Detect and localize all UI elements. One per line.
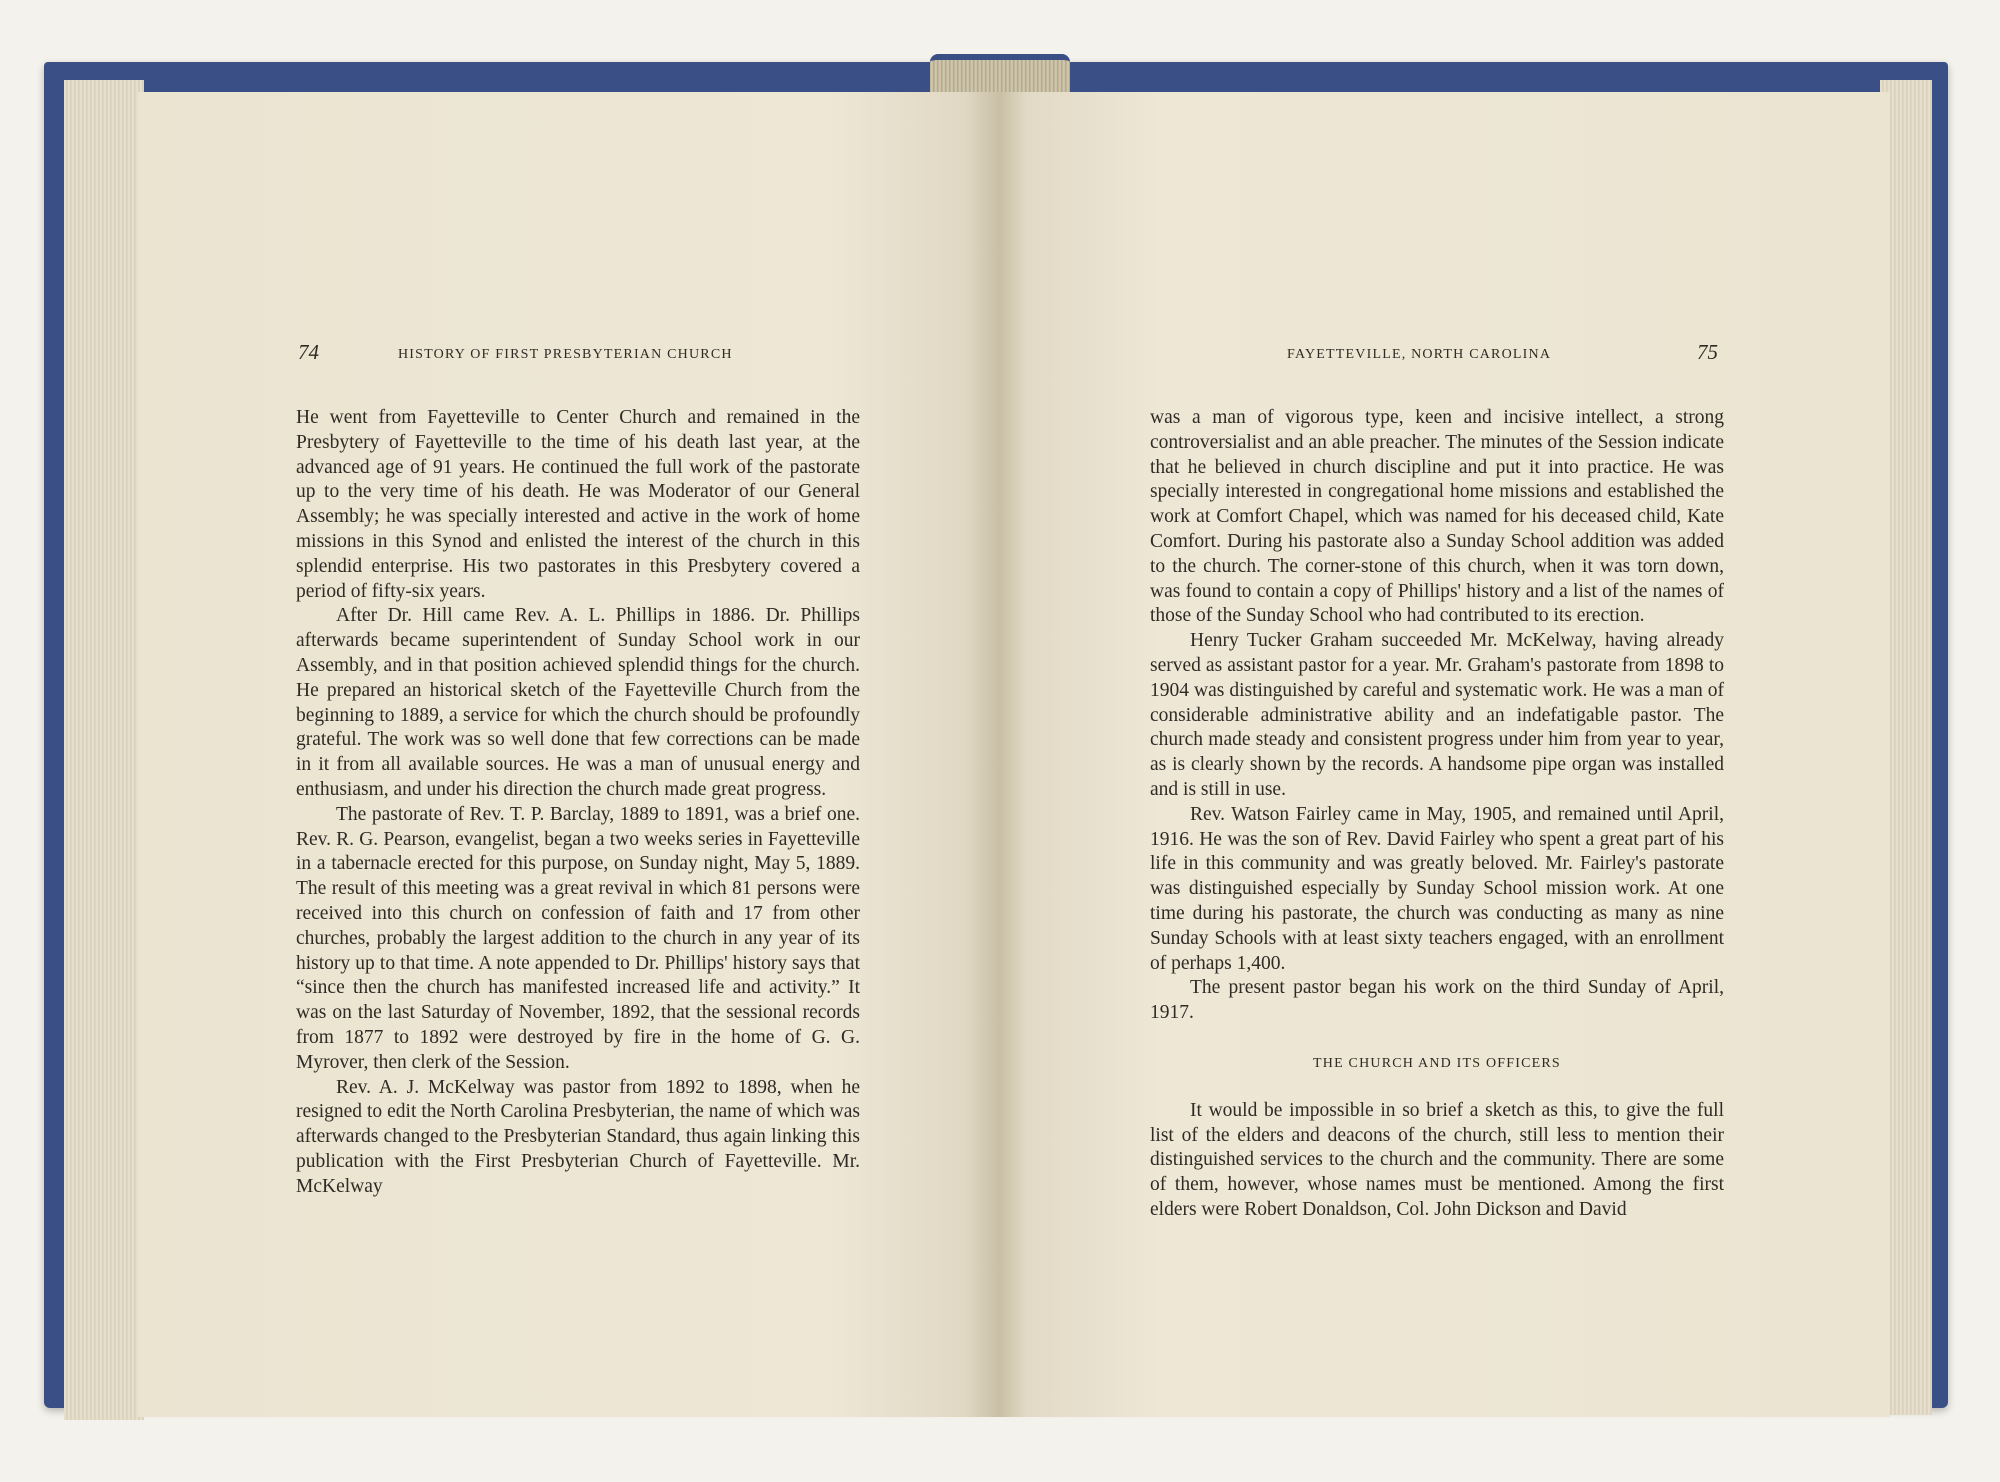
left-page-edges — [64, 80, 144, 1420]
right-paragraph: The present pastor began his work on the third Sunday of April, 1917. — [1150, 977, 1724, 1024]
right-paragraph: It would be impossible in so brief a sketch as this, to give the full list of the elders and deacons of the church, still less to mention their distinguished services to the church and the community. There are some of them, however, whose names must be mentioned. Among the first elders were Robert Donaldson, Col. John Dickson and David — [1150, 1099, 1724, 1220]
left-page-number: 74 — [298, 340, 319, 364]
right-paragraph: Henry Tucker Graham succeeded Mr. McKelway, having already served as assistant pastor for a year. Mr. Graham's pastorate from 1898 to 1904 was distinguished by careful and systematic work. He was a man of considerable administrative ability and an indefatigable pastor. The church made steady and consistent progress under him from year to year, as is clearly shown by the records. A handsome pipe organ was installed and is still in use. — [1150, 630, 1724, 800]
section-heading: THE CHURCH AND ITS OFFICERS — [1313, 1055, 1561, 1071]
right-page-body — [1150, 406, 1724, 1223]
left-paragraph: The pastorate of Rev. T. P. Barclay, 1889 to 1891, was a brief one. Rev. R. G. Pearson, evangelist, began a two weeks series in Fayetteville in a tabernacle erected for this purpose, on Sunday night, May 5, 1889. The result of this meeting was a great revival in which 81 persons were received into this church on confession of faith and 17 from other churches, probably the largest addition to the church in any year of its history up to that time. A note appended to Dr. Phillips' history says that “since then the church has manifested increased life and activity.” It was on the last Saturday of November, 1892, that the sessional records from 1877 to 1892 were destroyed by fire in the home of G. G. Myrover, then clerk of the Session. — [296, 803, 860, 1073]
left-page-body — [296, 406, 860, 1200]
right-paragraph: was a man of vigorous type, keen and incisive intellect, a strong controversialist and an able preacher. The minutes of the Session indicate that he believed in church discipline and put it into practice. He was specially interested in congregational home missions and established the work at Comfort Chapel, which was named for his deceased child, Kate Comfort. During his pastorate also a Sunday School addition was added to the church. The corner-stone of this church, when it was torn down, was found to contain a copy of Phillips' history and a list of the names of those of the Sunday School who had contributed to its erection. — [1150, 407, 1724, 627]
right-page-number: 75 — [1697, 340, 1718, 364]
right-running-head: FAYETTEVILLE, NORTH CAROLINA — [1287, 347, 1552, 362]
right-page — [1000, 92, 1890, 1417]
left-paragraph: After Dr. Hill came Rev. A. L. Phillips in 1886. Dr. Phillips afterwards became superintendent of Sunday School work in our Assembly, and in that position achieved splendid things for the church. He prepared an historical sketch of the Fayetteville Church from the beginning to 1889, a service for which the church should be profoundly grateful. The work was so well done that few corrections can be made in it from all available sources. He was a man of unusual energy and enthusiasm, and under his direction the church made great progress. — [296, 605, 860, 800]
left-page — [138, 92, 1000, 1417]
right-paragraph: Rev. Watson Fairley came in May, 1905, and remained until April, 1916. He was the son of Rev. David Fairley who spent a great part of his life in this community and was greatly beloved. Mr. Fairley's pastorate was distinguished especially by Sunday School mission work. At one time during his pastorate, the church was conducting as many as nine Sunday Schools with at least sixty teachers engaged, with an enrollment of perhaps 1,400. — [1150, 803, 1724, 974]
left-running-head: HISTORY OF FIRST PRESBYTERIAN CHURCH — [398, 347, 733, 362]
left-paragraph: He went from Fayetteville to Center Church and remained in the Presbytery of Fayetteville to the time of his death last year, at the advanced age of 91 years. He continued the full work of the pastorate up to the very time of his death. He was Moderator of our General Assembly; he was specially interested and active in the work of home missions in this Synod and enlisted the interest of the church in this splendid enterprise. His two pastorates in this Presbytery covered a period of fifty-six years. — [296, 407, 860, 602]
left-paragraph: Rev. A. J. McKelway was pastor from 1892 to 1898, when he resigned to edit the North Carolina Presbyterian, the name of which was afterwards changed to the Presbyterian Standard, thus again linking this publication with the First Presbyterian Church of Fayetteville. Mr. McKelway — [296, 1076, 860, 1197]
